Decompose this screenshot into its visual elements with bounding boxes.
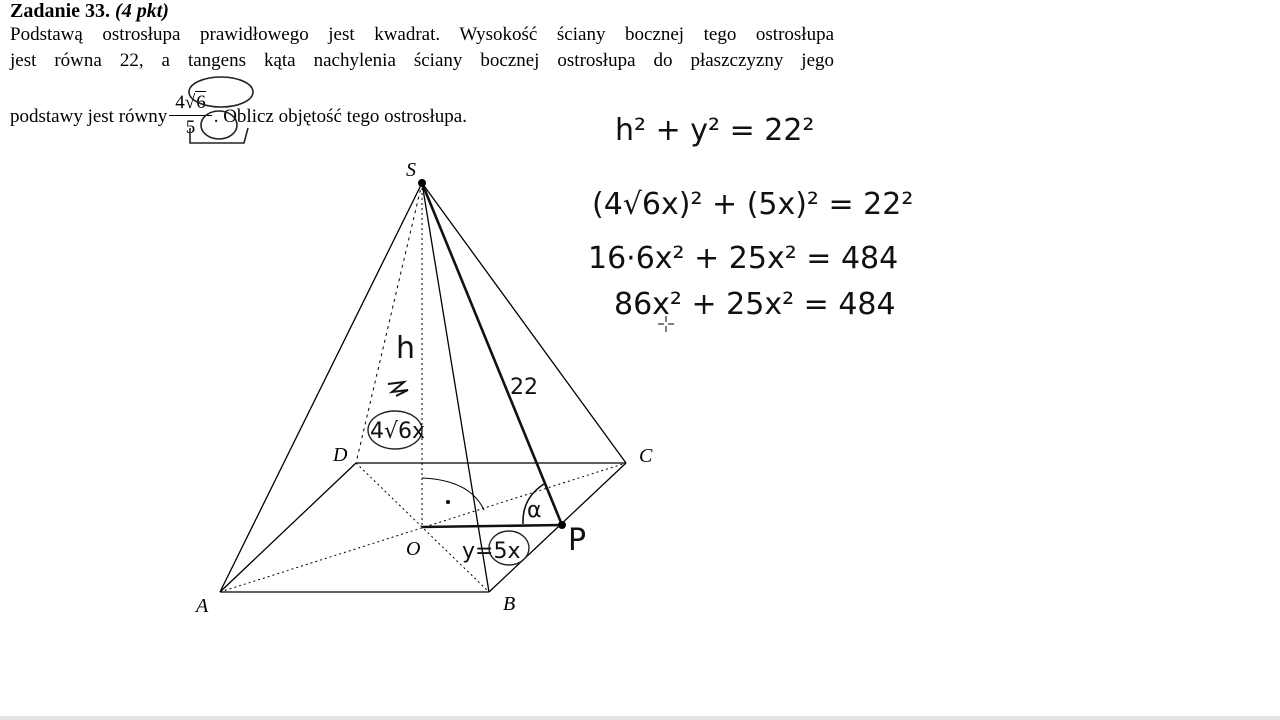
problem-line-2: jest równa 22, a tangens kąta nachylenia ściany bocznej ostrosłupa do płaszczyzny jego — [10, 50, 834, 71]
label-A: A — [196, 595, 209, 617]
label-B: B — [503, 593, 516, 615]
note-line-2: (4√6x)² + (5x)² = 22² — [592, 187, 914, 222]
label-y-expr: y=5x — [462, 539, 521, 564]
fraction-numerator-radicand: 6 — [196, 92, 206, 113]
problem-points: (4 pkt) — [115, 0, 169, 22]
note-line-3: 16·6x² + 25x² = 484 — [588, 241, 899, 276]
edge-BC — [489, 463, 626, 592]
bottom-edge-bar — [0, 716, 1280, 720]
problem-line-3-start: podstawy jest równy — [10, 105, 168, 127]
label-P: P — [568, 523, 587, 558]
fraction-denominator: 5 — [185, 117, 196, 138]
problem-line-3-end: . Oblicz objętość tego ostrosłupa. — [213, 105, 467, 127]
note-line-4: 86x² + 25x² = 484 — [614, 287, 896, 322]
edge-SB — [422, 183, 489, 592]
fraction-num-circle — [189, 77, 253, 107]
right-angle-dot — [446, 500, 450, 504]
crosshair-cursor-icon — [658, 316, 674, 332]
note-line-1: h² + y² = 22² — [615, 113, 815, 148]
fraction-numerator-coeff: 4 — [175, 92, 185, 113]
fraction-numerator: 4√6 — [175, 92, 206, 113]
point-P-dot — [558, 521, 566, 529]
label-C: C — [639, 445, 653, 467]
label-O: O — [406, 538, 421, 560]
apothem-SP — [422, 183, 562, 525]
fraction-den-circle — [201, 111, 237, 139]
label-D: D — [333, 444, 348, 466]
edge-SA — [220, 183, 422, 592]
segment-OP — [422, 525, 562, 527]
label-h: h — [396, 331, 416, 366]
label-22: 22 — [510, 375, 538, 400]
problem-number: Zadanie 33. — [10, 0, 111, 22]
problem-line-1: Podstawą ostrosłupa prawidłowego jest kwadrat. Wysokość ściany bocznej tego ostrosłupa — [10, 24, 834, 45]
label-S: S — [406, 159, 416, 181]
label-h-expr: 4√6x — [370, 419, 426, 444]
fraction-bracket-mark — [190, 128, 248, 143]
edge-AD — [220, 463, 356, 592]
scribble-mark — [388, 382, 408, 396]
edge-SC — [422, 183, 626, 463]
label-alpha: α — [527, 498, 542, 523]
vertex-S-dot — [418, 179, 426, 187]
